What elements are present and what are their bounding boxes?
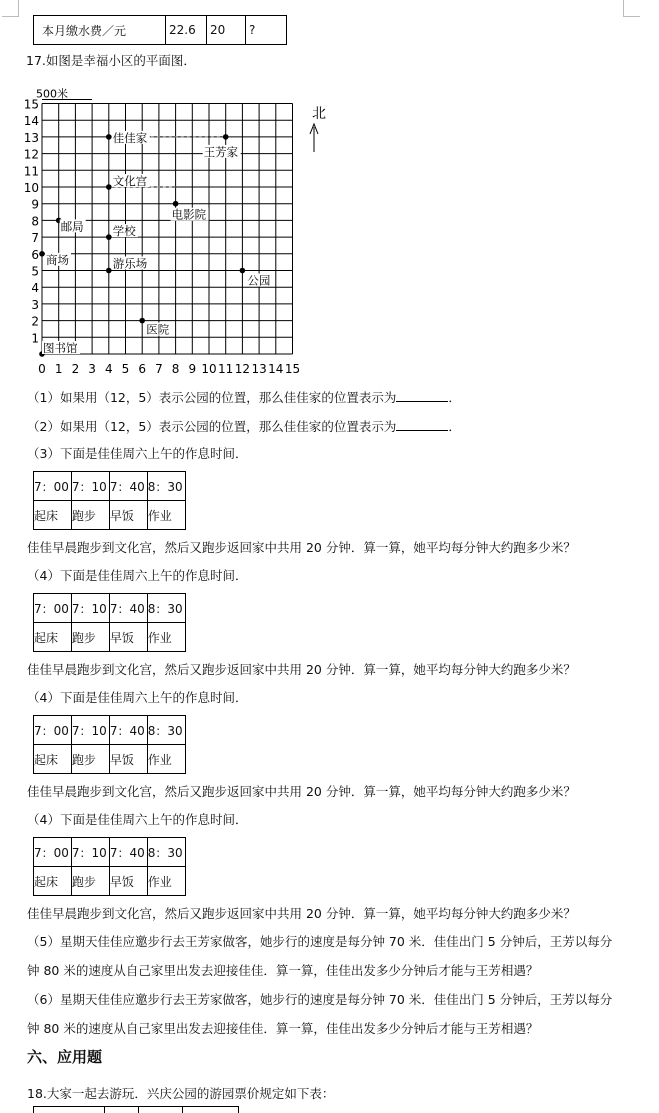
- place-label: 公园: [247, 273, 271, 288]
- y-tick-label: 5: [31, 264, 39, 279]
- schedule-activity-cell: 起床: [34, 745, 72, 774]
- question-3: （3）下面是佳佳周六上午的作息时间．: [27, 446, 248, 461]
- schedule-activity-cell: 作业: [147, 501, 185, 530]
- schedule-activity-cell: 作业: [147, 867, 185, 896]
- place-dot: [39, 251, 45, 257]
- table-cell: 22.6: [166, 16, 207, 45]
- table-row: [34, 501, 186, 530]
- place-label: 图书馆: [43, 341, 78, 355]
- schedule-time-cell: 7：10: [71, 594, 109, 623]
- x-tick-label: 1: [54, 362, 63, 376]
- x-tick-label: 13: [251, 362, 267, 376]
- y-tick-label: 9: [31, 197, 39, 212]
- schedule-activity-cell: 起床: [34, 501, 72, 530]
- y-tick-label: 6: [31, 247, 39, 262]
- scale-label: 500米: [36, 87, 68, 101]
- table-cell: 20: [207, 16, 246, 45]
- place-dot: [173, 201, 179, 207]
- water-fee-table: [33, 15, 287, 45]
- table-row: [34, 867, 186, 896]
- schedule-time-cell: 7：00: [34, 594, 72, 623]
- place-dot: [223, 134, 229, 140]
- place-dot: [106, 268, 112, 274]
- schedule-time-cell: 7：00: [34, 716, 72, 745]
- y-tick-label: 4: [31, 281, 39, 296]
- question-5-line1: （5）星期天佳佳应邀步行去王芳家做客，她步行的速度是每分钟 70 米．佳佳出门 5 分钟后，王芳以每分: [27, 934, 613, 949]
- y-tick-label: 10: [23, 181, 39, 195]
- map-grid-svg: [22, 82, 342, 378]
- schedule-activity-cell: 早饭: [109, 501, 147, 530]
- y-tick-label: 1: [31, 331, 39, 346]
- place-label: 文化宫: [112, 174, 148, 188]
- place-dot: [139, 318, 145, 324]
- y-tick-label: 8: [31, 214, 39, 229]
- table-row: [34, 594, 186, 623]
- question-1: [27, 389, 461, 406]
- x-tick-label: 7: [155, 362, 163, 376]
- schedule-time-cell: 7：10: [71, 838, 109, 867]
- run-question: 佳佳早晨跑步到文化宫，然后又跑步返回家中共用 20 分钟．算一算，她平均每分钟大约跑多少米？: [27, 662, 576, 677]
- x-tick-label: 5: [121, 362, 130, 376]
- place-dot: [106, 234, 112, 240]
- place-label: 医院: [146, 322, 170, 337]
- place-label: 电影院: [171, 207, 207, 222]
- question-2: [27, 418, 461, 435]
- schedule-time-cell: 8：30: [147, 472, 185, 501]
- x-tick-label: 12: [234, 362, 251, 376]
- schedule-activity-cell: 跑步: [71, 501, 109, 530]
- place-dot: [240, 268, 246, 274]
- answer-blank[interactable]: [396, 389, 448, 402]
- question-4: （4）下面是佳佳周六上午的作息时间．: [27, 812, 248, 827]
- schedule-table: [33, 471, 186, 530]
- question-2-end: ．: [448, 419, 461, 434]
- x-tick-label: 11: [218, 362, 234, 376]
- schedule-activity-cell: 早饭: [109, 867, 147, 896]
- schedule-time-cell: 7：40: [109, 838, 147, 867]
- place-dot: [106, 184, 112, 190]
- x-tick-label: 4: [104, 362, 113, 376]
- question-5-line2: 钟 80 米的速度从自己家里出发去迎接佳佳．算一算，佳佳出发多少分钟后才能与王芳相遇？: [27, 963, 539, 978]
- x-tick-label: 8: [171, 362, 180, 376]
- schedule-table: [33, 593, 186, 652]
- schedule-activity-cell: 早饭: [109, 745, 147, 774]
- place-label: 王芳家: [203, 144, 239, 159]
- schedule-activity-cell: 起床: [34, 867, 72, 896]
- page-corner-mark-left: [2, 0, 19, 17]
- table-cell: 本月缴水费／元: [34, 16, 166, 45]
- schedule-time-cell: 7：10: [71, 472, 109, 501]
- question-4: （4）下面是佳佳周六上午的作息时间．: [27, 690, 248, 705]
- schedule-time-cell: 7：10: [71, 716, 109, 745]
- schedule-time-cell: 7：00: [34, 472, 72, 501]
- x-tick-label: 14: [268, 362, 284, 376]
- north-label: 北: [312, 106, 326, 122]
- answer-blank[interactable]: [396, 418, 448, 431]
- question-1-text: （1）如果用（12，5）表示公园的位置，那么佳佳家的位置表示为: [27, 390, 397, 405]
- y-tick-label: 14: [23, 114, 39, 129]
- run-question: 佳佳早晨跑步到文化宫，然后又跑步返回家中共用 20 分钟．算一算，她平均每分钟大约跑多少米？: [27, 906, 576, 921]
- y-tick-label: 13: [23, 130, 39, 145]
- schedule-activity-cell: 跑步: [71, 623, 109, 652]
- table-row: [34, 623, 186, 652]
- place-label: 商场: [46, 252, 69, 267]
- schedule-activity-cell: 早饭: [109, 623, 147, 652]
- table-cell: ?: [246, 16, 287, 45]
- x-tick-label: 3: [88, 362, 96, 376]
- place-label: 游乐场: [112, 256, 148, 271]
- x-tick-label: 0: [38, 362, 46, 376]
- schedule-time-cell: 7：40: [109, 594, 147, 623]
- schedule-time-cell: 8：30: [147, 716, 185, 745]
- place-dot: [106, 134, 112, 140]
- question-17-title: 17.如图是幸福小区的平面图．: [26, 53, 196, 68]
- schedule-activity-cell: 跑步: [71, 745, 109, 774]
- x-tick-label: 9: [188, 362, 197, 376]
- x-tick-label: 6: [138, 362, 147, 376]
- schedule-table: [33, 715, 186, 774]
- y-tick-label: 3: [31, 297, 39, 312]
- table-row: [34, 716, 186, 745]
- schedule-time-cell: 7：40: [109, 716, 147, 745]
- schedule-activity-cell: 跑步: [71, 867, 109, 896]
- y-tick-label: 2: [31, 314, 39, 329]
- y-tick-label: 15: [23, 97, 39, 112]
- place-label: 邮局: [60, 219, 84, 234]
- y-tick-label: 11: [23, 164, 39, 179]
- schedule-time-cell: 7：40: [109, 472, 147, 501]
- y-tick-label: 7: [31, 231, 39, 246]
- table-row: [34, 838, 186, 867]
- section-6-heading: 六、应用题: [27, 1048, 103, 1066]
- x-tick-label: 10: [201, 362, 217, 376]
- run-question: 佳佳早晨跑步到文化宫，然后又跑步返回家中共用 20 分钟．算一算，她平均每分钟大约跑多少米？: [27, 784, 576, 799]
- question-18-title: 18.大家一起去游玩．兴庆公园的游园票价规定如下表：: [27, 1086, 335, 1101]
- y-tick-label: 12: [23, 147, 39, 162]
- schedule-time-cell: 8：30: [147, 594, 185, 623]
- neighborhood-map: [22, 82, 342, 378]
- run-question: 佳佳早晨跑步到文化宫，然后又跑步返回家中共用 20 分钟．算一算，她平均每分钟大约跑多少米？: [27, 540, 576, 555]
- place-label: 学校: [112, 224, 136, 239]
- schedule-activity-cell: 起床: [34, 623, 72, 652]
- question-2-text: （2）如果用（12，5）表示公园的位置，那么佳佳家的位置表示为: [27, 419, 397, 434]
- table-row: [34, 16, 287, 45]
- schedule-activity-cell: 作业: [147, 623, 185, 652]
- question-6-line1: （6）星期天佳佳应邀步行去王芳家做客，她步行的速度是每分钟 70 米．佳佳出门 5 分钟后，王芳以每分: [27, 992, 613, 1007]
- page-corner-mark-right: [623, 0, 640, 17]
- table-row: [34, 472, 186, 501]
- x-tick-label: 15: [284, 362, 301, 376]
- question-1-end: ．: [448, 390, 461, 405]
- schedule-time-cell: 8：30: [147, 838, 185, 867]
- table-row: [34, 745, 186, 774]
- question-4: （4）下面是佳佳周六上午的作息时间．: [27, 568, 248, 583]
- x-tick-label: 2: [71, 362, 80, 376]
- schedule-table: [33, 837, 186, 896]
- question-6-line2: 钟 80 米的速度从自己家里出发去迎接佳佳．算一算，佳佳出发多少分钟后才能与王芳相遇？: [27, 1021, 539, 1036]
- schedule-time-cell: 7：00: [34, 838, 72, 867]
- place-label: 佳佳家: [112, 130, 148, 145]
- schedule-activity-cell: 作业: [147, 745, 185, 774]
